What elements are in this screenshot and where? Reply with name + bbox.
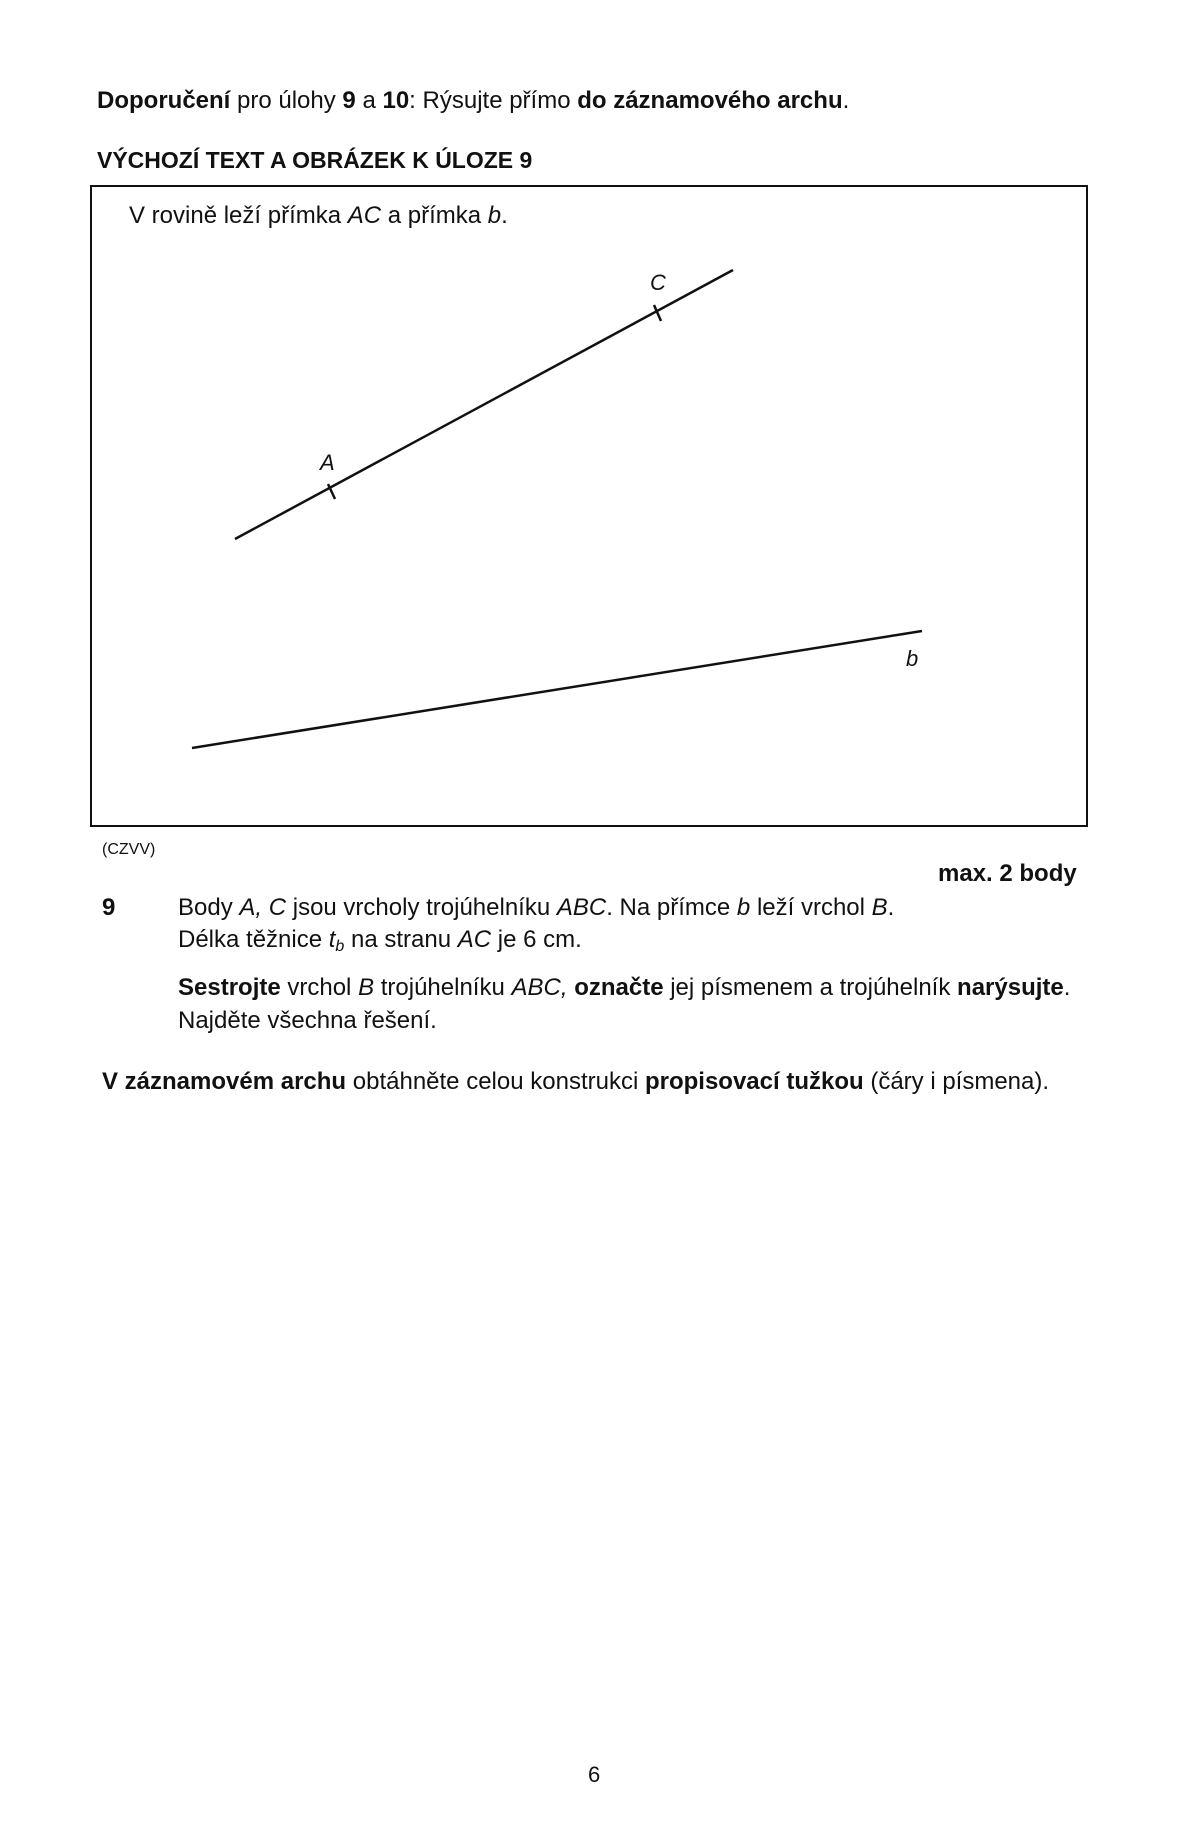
recommendation-text-3: : Rýsujte přímo <box>409 87 578 114</box>
figure-intro-end: . <box>501 202 508 229</box>
task-line-4: Najděte všechna řešení. <box>178 1007 437 1034</box>
point-a-label: A <box>320 450 335 475</box>
task-line-1 <box>178 891 894 925</box>
task-line-1-e: . <box>887 894 895 921</box>
section-heading: VÝCHOZÍ TEXT A OBRÁZEK K ÚLOZE 9 <box>97 147 533 173</box>
task-line-1-b: jsou vrcholy trojúhelníku <box>286 894 557 921</box>
source-label: (CZVV) <box>102 841 156 858</box>
task-line-3-a: vrchol <box>280 974 359 1001</box>
task-line-2-c: je 6 cm. <box>491 926 582 953</box>
median-subscript: b <box>335 938 345 955</box>
closing-emph-1: V záznamovém archu <box>102 1068 347 1095</box>
task-line-3-c: jej písmenem a trojúhelník <box>663 974 958 1001</box>
task-triangle: ABC <box>556 894 607 921</box>
line-b-label: b <box>906 646 919 671</box>
recommendation-task-a: 9 <box>342 87 356 114</box>
recommendation-emphasis: do záznamového archu <box>577 87 843 114</box>
figure-intro-start: V rovině leží přímka <box>129 202 348 229</box>
line-b <box>192 631 922 748</box>
task-line-2-b: na stranu <box>344 926 458 953</box>
task-line-2 <box>178 923 582 957</box>
recommendation-prefix: Doporučení <box>97 87 231 114</box>
construction-figure <box>92 187 1088 827</box>
closing-mid: obtáhněte celou konstrukci <box>346 1068 645 1095</box>
task-line-3 <box>178 971 1070 1005</box>
point-c-label: C <box>650 270 666 295</box>
median-symbol: t <box>328 926 336 953</box>
task-line-3-vertex: B <box>358 974 375 1001</box>
page-number: 6 <box>588 1762 601 1787</box>
closing-emph-2: propisovací tužkou <box>644 1068 864 1095</box>
task-mark: označte <box>574 974 664 1001</box>
recommendation-line <box>97 84 849 118</box>
line-ac <box>235 270 733 539</box>
figure-intro-ac: AC <box>347 202 382 229</box>
recommendation-task-b: 10 <box>382 87 410 114</box>
task-side-ac: AC <box>457 926 492 953</box>
task-points: A, C <box>239 894 287 921</box>
task-line-3-b: trojúhelníku <box>374 974 512 1001</box>
recommendation-suffix: . <box>842 87 850 114</box>
recommendation-text-1: pro úlohy <box>230 87 343 114</box>
figure-intro-mid: a přímka <box>381 202 488 229</box>
task-line-3-abc: ABC, <box>511 974 568 1001</box>
task-line-b: b <box>736 894 751 921</box>
max-points: max. 2 body <box>938 860 1077 887</box>
task-line-1-c: . Na přímce <box>606 894 737 921</box>
task-line-3-d: . <box>1063 974 1071 1001</box>
closing-instruction <box>102 1065 1049 1099</box>
task-vertex-b: B <box>871 894 888 921</box>
task-number: 9 <box>102 894 116 921</box>
task-line-2-a: Délka těžnice <box>178 926 329 953</box>
figure-box <box>90 185 1088 827</box>
task-construct: Sestrojte <box>178 974 281 1001</box>
figure-intro-b: b <box>487 202 502 229</box>
task-line-1-a: Body <box>178 894 240 921</box>
task-line-1-d: leží vrchol <box>750 894 872 921</box>
task-draw: narýsujte <box>957 974 1064 1001</box>
closing-end: (čáry i písmena). <box>863 1068 1050 1095</box>
recommendation-text-2: a <box>355 87 383 114</box>
